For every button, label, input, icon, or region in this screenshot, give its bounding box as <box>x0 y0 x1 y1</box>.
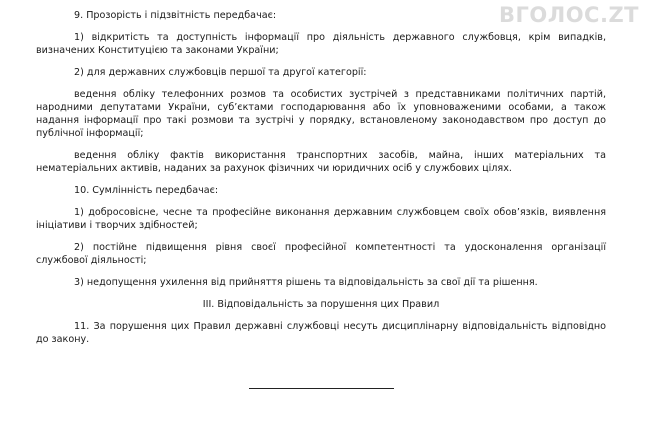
site-logo-watermark: ВГОЛОС.ZT <box>499 3 639 27</box>
section-heading: III. Відповідальність за порушення цих Правил <box>202 299 440 310</box>
paragraph-phone-meetings-record: ведення обліку телефонних розмов та особистих зустрічей з представниками політичних партій, народними депутатами України, суб’єктами господарювання або їх уповноваженими особами, а також надання інформації про такі розмови та зустрічі у порядку, встановленому законодавством про доступ до публічної інформації; <box>36 89 606 139</box>
paragraph-transparency-heading: 9. Прозорість і підзвітність передбачає: <box>74 10 277 21</box>
paragraph-conscientiousness-item-2: 2) постійне підвищення рівня своєї професійної компетентності та удосконалення організації службової діяльності; <box>36 242 606 266</box>
paragraph-liability: 11. За порушення цих Правил державні службовці несуть дисциплінарну відповідальність відповідно до закону. <box>36 321 606 345</box>
document-body <box>36 9 606 355</box>
paragraph-transparency-item-2: 2) для державних службовців першої та другої категорії: <box>74 67 367 78</box>
paragraph-transparency-item-1: 1) відкритість та доступність інформації про діяльність державного службовця, крім випадків, визначених Конституцією та законами України; <box>36 32 606 56</box>
end-rule-divider <box>249 388 394 389</box>
paragraph-conscientiousness-item-3: 3) недопущення ухилення від прийняття рішень та відповідальність за свої дії та рішення. <box>74 277 538 288</box>
paragraph-conscientiousness-item-1: 1) добросовісне, чесне та професійне виконання державним службовцем своїх обов’язків, виявлення ініціативи і творчих здібностей; <box>36 207 606 231</box>
paragraph-transport-assets-record: ведення обліку фактів використання транспортних засобів, майна, інших матеріальних та нематеріальних активів, наданих за рахунок фізичних чи юридичних осіб у службових цілях. <box>36 150 606 174</box>
paragraph-conscientiousness-heading: 10. Сумлінність передбачає: <box>74 185 219 196</box>
